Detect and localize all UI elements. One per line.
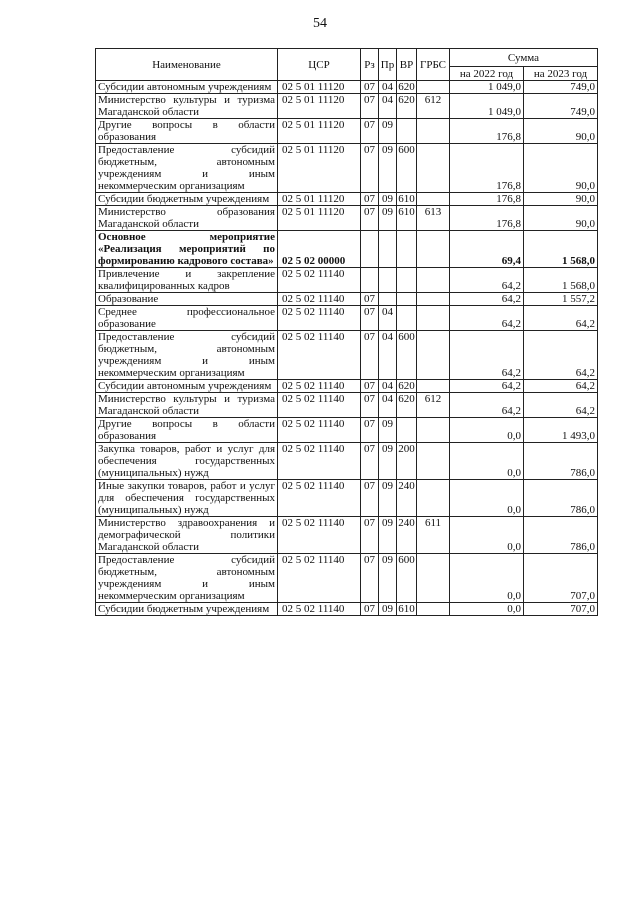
row-csr-cell: 02 5 02 11140	[278, 393, 361, 418]
row-rz-cell: 07	[361, 554, 379, 603]
row-name-cell: Субсидии бюджетным учреждениям	[96, 603, 278, 616]
row-grbs-cell	[417, 231, 450, 268]
row-sum-2022-cell: 0,0	[450, 443, 524, 480]
row-name-cell: Министерство образования Магаданской области	[96, 206, 278, 231]
row-vr-cell: 600	[397, 554, 417, 603]
row-rz-cell: 07	[361, 306, 379, 331]
row-grbs-cell	[417, 380, 450, 393]
page-number: 54	[313, 16, 327, 31]
row-name-cell: Привлечение и закрепление квалифицированных кадров	[96, 268, 278, 293]
row-rz-cell: 07	[361, 119, 379, 144]
row-grbs-cell	[417, 119, 450, 144]
row-name-cell: Министерство здравоохранения и демографической политики Магаданской области	[96, 517, 278, 554]
row-pr-cell	[379, 231, 397, 268]
row-vr-cell	[397, 231, 417, 268]
row-sum-2023-cell: 786,0	[524, 443, 598, 480]
table-row	[96, 480, 598, 517]
row-sum-2022-cell: 1 049,0	[450, 94, 524, 119]
row-vr-cell: 620	[398, 81, 415, 93]
row-pr-cell: 09	[379, 517, 397, 554]
row-csr-cell: 02 5 02 11140	[278, 603, 361, 616]
row-pr-cell: 09	[379, 418, 397, 443]
table-row	[96, 144, 598, 193]
row-pr-cell: 09	[379, 443, 397, 480]
header-csr: ЦСР	[278, 49, 361, 81]
row-sum-2022-cell: 176,8	[450, 193, 524, 206]
row-rz-cell: 07	[361, 480, 379, 517]
row-name-cell: Субсидии бюджетным учреждениям	[96, 193, 278, 206]
row-vr-cell: 600	[397, 331, 417, 380]
row-csr-cell: 02 5 02 11140	[278, 480, 361, 517]
row-sum-2023-cell: 1 568,0	[524, 231, 598, 268]
table-row	[96, 193, 598, 206]
budget-table	[95, 48, 598, 616]
table-body	[96, 81, 598, 616]
row-grbs-cell	[417, 81, 450, 94]
header-year-2022: на 2022 год	[450, 67, 524, 81]
row-vr-cell: 610	[398, 193, 415, 205]
header-vr: ВР	[397, 49, 417, 81]
table-row	[96, 293, 598, 306]
row-vr-cell	[397, 119, 417, 144]
row-vr-cell: 240	[397, 480, 417, 517]
row-csr-cell: 02 5 02 00000	[278, 231, 361, 268]
row-vr-cell: 610	[398, 603, 415, 615]
row-sum-2023-cell: 749,0	[524, 81, 598, 94]
table-row	[96, 306, 598, 331]
row-sum-2022-cell: 0,0	[450, 480, 524, 517]
row-sum-2023-cell: 64,2	[524, 380, 598, 393]
header-grbs: ГРБС	[417, 49, 450, 81]
row-sum-2023-cell: 64,2	[524, 331, 598, 380]
row-pr-cell: 04	[379, 94, 397, 119]
row-pr-cell: 09	[379, 480, 397, 517]
row-sum-2023-cell: 707,0	[524, 603, 598, 616]
row-pr-cell: 04	[379, 331, 397, 380]
row-name-cell: Субсидии автономным учреждениям	[96, 81, 278, 94]
row-pr-cell: 09	[379, 193, 397, 206]
row-rz-cell: 07	[361, 331, 379, 380]
row-sum-2023-cell: 90,0	[524, 193, 598, 206]
row-sum-2023-cell: 749,0	[524, 94, 598, 119]
row-pr-cell	[379, 268, 397, 293]
row-rz-cell: 07	[361, 94, 379, 119]
row-name-cell: Основное мероприятие «Реализация мероприятий по формированию кадрового состава»	[96, 231, 278, 268]
table-row	[96, 331, 598, 380]
table-row	[96, 418, 598, 443]
row-name-cell: Предоставление субсидий бюджетным, автономным учреждениям и иным некоммерческим организациям	[96, 144, 278, 193]
row-csr-cell: 02 5 02 11140	[278, 293, 361, 306]
row-rz-cell: 07	[361, 380, 379, 393]
row-vr-cell	[397, 293, 417, 306]
row-sum-2022-cell: 176,8	[450, 206, 524, 231]
row-rz-cell: 07	[361, 443, 379, 480]
row-vr-cell: 610	[397, 206, 417, 231]
header-name: Наименование	[96, 49, 278, 81]
row-sum-2022-cell: 0,0	[450, 554, 524, 603]
row-grbs-cell: 613	[417, 206, 450, 231]
row-pr-cell: 09	[379, 144, 397, 193]
row-name-cell: Предоставление субсидий бюджетным, автономным учреждениям и иным некоммерческим организациям	[96, 554, 278, 603]
row-sum-2022-cell: 64,2	[450, 380, 524, 393]
row-vr-cell: 200	[397, 443, 417, 480]
row-rz-cell: 07	[361, 81, 379, 94]
row-grbs-cell	[417, 554, 450, 603]
row-sum-2022-cell: 64,2	[450, 293, 524, 306]
row-name-cell: Среднее профессиональное образование	[96, 306, 278, 331]
row-sum-2023-cell: 90,0	[524, 206, 598, 231]
table-row	[96, 268, 598, 293]
row-sum-2023-cell: 64,2	[524, 393, 598, 418]
header-sum: Сумма	[450, 49, 598, 67]
header-pr: Пр	[379, 49, 397, 81]
row-grbs-cell	[417, 268, 450, 293]
row-name-cell: Другие вопросы в области образования	[96, 418, 278, 443]
row-rz-cell: 07	[361, 193, 379, 206]
row-sum-2022-cell: 176,8	[450, 119, 524, 144]
row-csr-cell: 02 5 02 11140	[278, 517, 361, 554]
row-grbs-cell	[417, 480, 450, 517]
row-csr-cell: 02 5 02 11140	[278, 306, 361, 331]
row-sum-2023-cell: 707,0	[524, 554, 598, 603]
row-sum-2023-cell: 90,0	[524, 144, 598, 193]
row-sum-2023-cell: 1 493,0	[524, 418, 598, 443]
row-sum-2023-cell: 64,2	[524, 306, 598, 331]
row-sum-2022-cell: 0,0	[450, 603, 524, 616]
row-pr-cell	[379, 293, 397, 306]
row-grbs-cell	[417, 331, 450, 380]
row-grbs-cell	[417, 603, 450, 616]
row-csr-cell: 02 5 02 11140	[278, 268, 361, 293]
row-rz-cell: 07	[361, 393, 379, 418]
row-csr-cell: 02 5 01 11120	[278, 119, 361, 144]
row-vr-cell: 600	[397, 144, 417, 193]
row-rz-cell: 07	[361, 293, 379, 306]
row-name-cell: Закупка товаров, работ и услуг для обеспечения государственных (муниципальных) нужд	[96, 443, 278, 480]
table-row	[96, 206, 598, 231]
row-grbs-cell	[417, 418, 450, 443]
row-sum-2022-cell: 69,4	[450, 231, 524, 268]
row-sum-2022-cell: 64,2	[450, 331, 524, 380]
row-name-cell: Иные закупки товаров, работ и услуг для обеспечения государственных (муниципальных) нужд	[96, 480, 278, 517]
row-sum-2023-cell: 1 568,0	[524, 268, 598, 293]
table-row	[96, 119, 598, 144]
row-pr-cell: 09	[379, 206, 397, 231]
row-vr-cell: 620	[397, 393, 417, 418]
row-rz-cell	[361, 268, 379, 293]
row-csr-cell: 02 5 01 11120	[278, 206, 361, 231]
row-grbs-cell	[417, 306, 450, 331]
table-row	[96, 603, 598, 616]
row-pr-cell: 04	[379, 81, 397, 94]
table-row	[96, 231, 598, 268]
row-sum-2023-cell: 1 557,2	[524, 293, 598, 306]
row-rz-cell: 07	[361, 517, 379, 554]
row-pr-cell: 04	[379, 306, 397, 331]
row-grbs-cell	[417, 443, 450, 480]
table-row	[96, 443, 598, 480]
row-csr-cell: 02 5 02 11140	[278, 554, 361, 603]
row-name-cell: Образование	[96, 293, 278, 306]
row-name-cell: Предоставление субсидий бюджетным, автономным учреждениям и иным некоммерческим организациям	[96, 331, 278, 380]
row-vr-cell: 620	[398, 380, 415, 392]
row-grbs-cell	[417, 193, 450, 206]
row-name-cell: Министерство культуры и туризма Магаданской области	[96, 393, 278, 418]
row-sum-2022-cell: 64,2	[450, 393, 524, 418]
row-grbs-cell	[417, 293, 450, 306]
row-csr-cell: 02 5 02 11140	[278, 443, 361, 480]
row-sum-2023-cell: 786,0	[524, 480, 598, 517]
row-sum-2022-cell: 1 049,0	[450, 81, 524, 94]
row-name-cell: Другие вопросы в области образования	[96, 119, 278, 144]
row-rz-cell: 07	[361, 603, 379, 616]
row-grbs-cell: 611	[417, 517, 450, 554]
row-pr-cell: 09	[379, 603, 397, 616]
row-rz-cell: 07	[361, 418, 379, 443]
row-vr-cell: 240	[397, 517, 417, 554]
row-sum-2022-cell: 176,8	[450, 144, 524, 193]
row-pr-cell: 04	[379, 380, 397, 393]
row-pr-cell: 09	[379, 119, 397, 144]
row-sum-2023-cell: 90,0	[524, 119, 598, 144]
row-grbs-cell: 612	[417, 94, 450, 119]
row-sum-2022-cell: 64,2	[450, 268, 524, 293]
header-year-2023: на 2023 год	[524, 67, 598, 81]
row-sum-2022-cell: 64,2	[450, 306, 524, 331]
table-row	[96, 393, 598, 418]
row-vr-cell	[397, 306, 417, 331]
row-rz-cell: 07	[361, 206, 379, 231]
row-name-cell: Министерство культуры и туризма Магаданской области	[96, 94, 278, 119]
row-csr-cell: 02 5 02 11140	[278, 418, 361, 443]
row-name-cell: Субсидии автономным учреждениям	[96, 380, 278, 393]
row-sum-2023-cell: 786,0	[524, 517, 598, 554]
row-grbs-cell	[417, 144, 450, 193]
row-csr-cell: 02 5 01 11120	[278, 94, 361, 119]
row-rz-cell: 07	[361, 144, 379, 193]
row-vr-cell	[397, 418, 417, 443]
table-row	[96, 81, 598, 94]
row-vr-cell: 620	[397, 94, 417, 119]
row-rz-cell	[361, 231, 379, 268]
table-row	[96, 94, 598, 119]
header-rz: Рз	[361, 49, 379, 81]
row-csr-cell: 02 5 01 11120	[278, 144, 361, 193]
table-row	[96, 380, 598, 393]
row-grbs-cell: 612	[417, 393, 450, 418]
row-pr-cell: 09	[379, 554, 397, 603]
row-csr-cell: 02 5 02 11140	[278, 331, 361, 380]
row-sum-2022-cell: 0,0	[450, 418, 524, 443]
row-pr-cell: 04	[379, 393, 397, 418]
table-row	[96, 517, 598, 554]
row-csr-cell: 02 5 02 11140	[278, 380, 361, 393]
table-row	[96, 554, 598, 603]
row-sum-2022-cell: 0,0	[450, 517, 524, 554]
row-vr-cell	[397, 268, 417, 293]
row-csr-cell: 02 5 01 11120	[278, 193, 361, 206]
row-csr-cell: 02 5 01 11120	[278, 81, 361, 94]
